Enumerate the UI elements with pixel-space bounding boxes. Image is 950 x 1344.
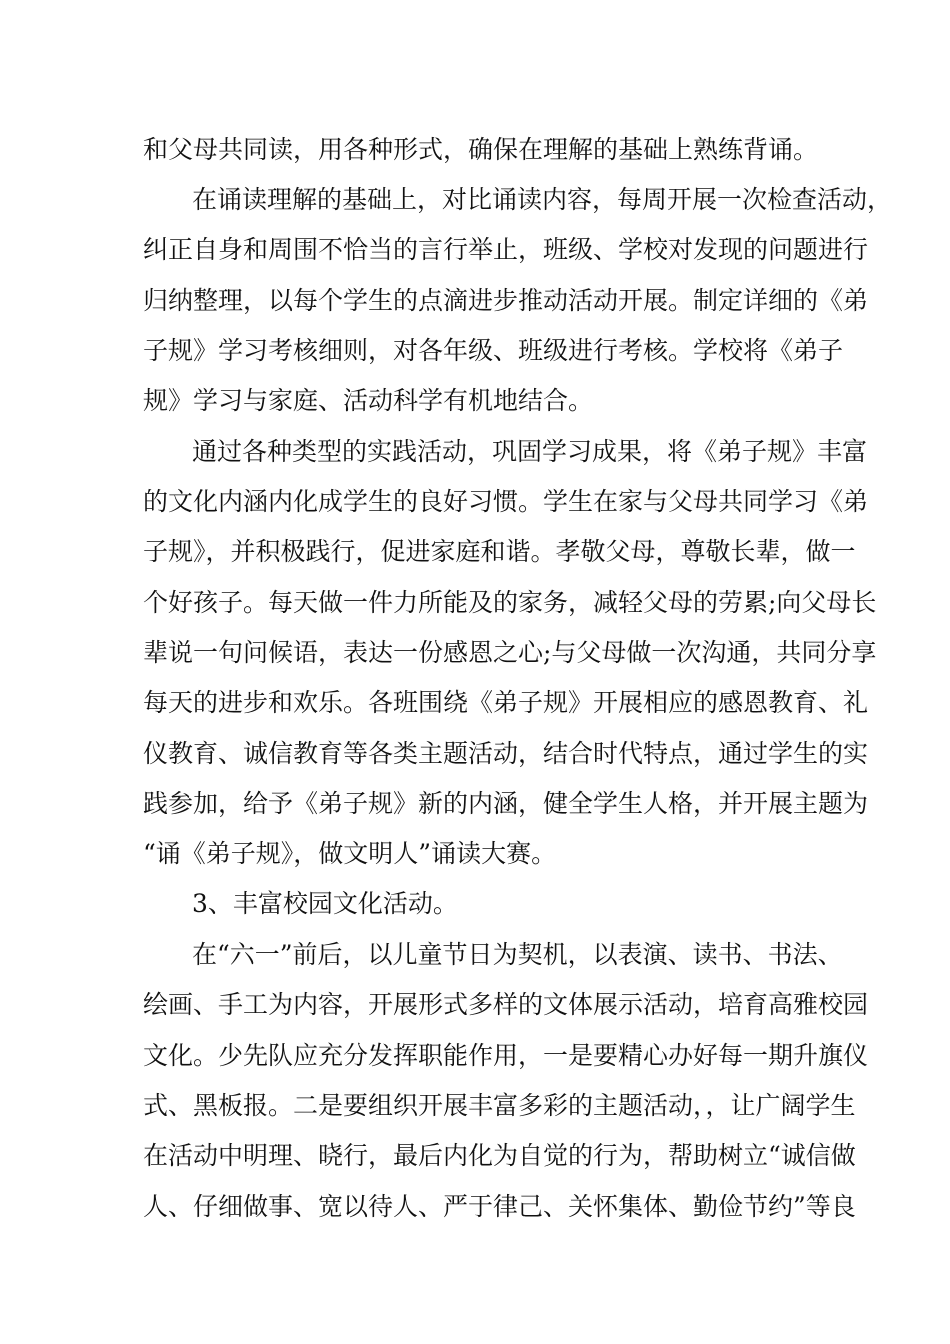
paragraph-start-line: 通过各种类型的实践活动，巩固学习成果，将《弟子规》丰富 [192,437,868,466]
text-line: 子规》，并积极践行，促进家庭和谐。孝敬父母，尊敬长辈，做一 [143,537,856,566]
text-line: 在活动中明理、晓行，最后内化为自觉的行为，帮助树立“诚信做 [143,1141,856,1170]
text-line: 践参加，给予《弟子规》新的内涵，健全学生人格，并开展主题为 [143,789,869,818]
section-heading: 3、丰富校园文化活动。 [192,889,458,918]
text-line: 个好孩子。每天做一件力所能及的家务，减轻父母的劳累;向父母长 [143,588,877,617]
text-line: 归纳整理，以每个学生的点滴进步推动活动开展。制定详细的《弟 [143,286,869,315]
text-line: 辈说一句问候语，表达一份感恩之心;与父母做一次沟通，共同分享 [143,638,877,667]
text-line: 仪教育、诚信教育等各类主题活动，结合时代特点，通过学生的实 [143,739,869,768]
text-line: 式、黑板报。二是要组织开展丰富多彩的主题活动，，让广阔学生 [143,1091,856,1120]
text-line: 文化。少先队应充分发挥职能作用，一是要精心办好每一期升旗仪 [143,1041,869,1070]
text-line: 纠正自身和周围不恰当的言行举止，班级、学校对发现的问题进行 [143,235,869,264]
text-line: “诵《弟子规》，做文明人”诵读大赛。 [143,839,557,868]
paragraph-start-line: 在诵读理解的基础上，对比诵读内容，每周开展一次检查活动， [192,185,893,214]
text-line: 规》学习与家庭、活动科学有机地结合。 [143,386,594,415]
paragraph-start-line: 在“六一”前后，以儿童节日为契机，以表演、读书、书法、 [192,940,843,969]
text-line: 的文化内涵内化成学生的良好习惯。学生在家与父母共同学习《弟 [143,487,869,516]
text-line: 和父母共同读，用各种形式，确保在理解的基础上熟练背诵。 [143,135,819,164]
text-line: 子规》学习考核细则，对各年级、班级进行考核。学校将《弟子 [143,336,844,365]
text-line: 绘画、手工为内容，开展形式多样的文体展示活动，培育高雅校园 [143,990,869,1019]
text-line: 人、仔细做事、宽以待人、严于律己、关怀集体、勤俭节约”等良 [143,1192,856,1221]
text-line: 每天的进步和欢乐。各班围绕《弟子规》开展相应的感恩教育、礼 [143,688,869,717]
